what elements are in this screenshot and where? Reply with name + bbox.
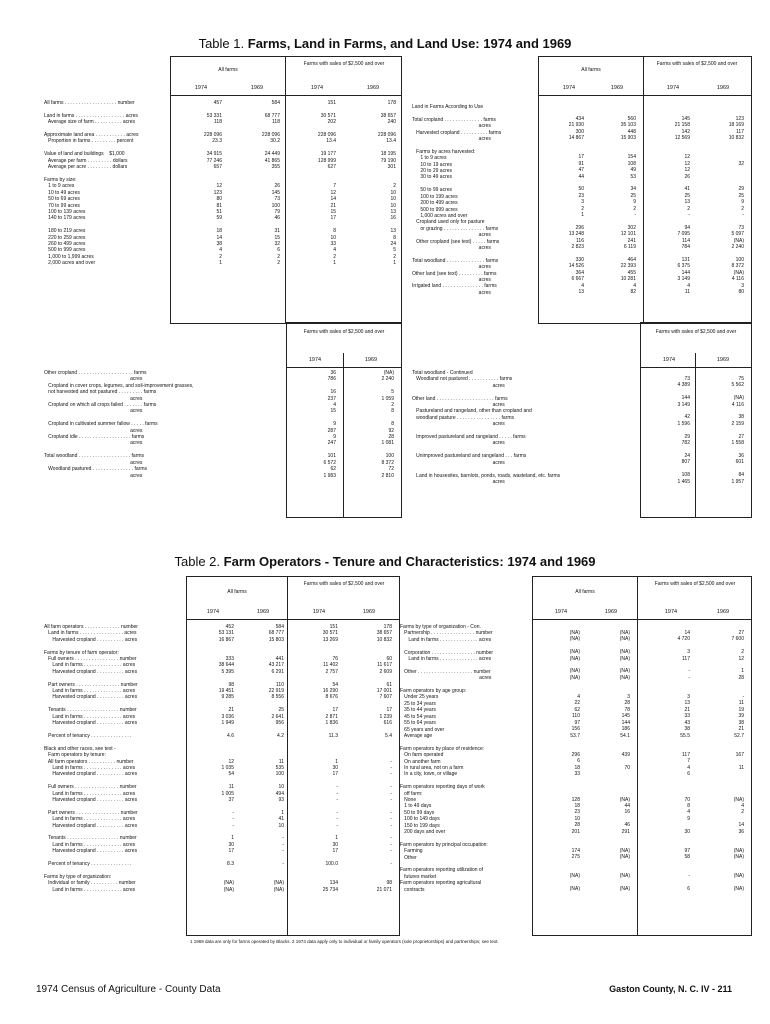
table1-right-col4: 123 18 169 117 10 832 32 29 25 9 2 - 73 5 097 (NA) 2 240 100 8 372 (NA) 4 116 3 80: [728, 116, 744, 295]
table1-left-stub: All farms . . . . . . . . . . . . . . . . . . . number Land in farms . . . . . . . . . . . . . . . . . . acres Average size of farm . . . . . . . . . . acres Approximate land area . . . . . . . . . . . acres Proportion in farms . . . . . . . . . percent Value of land and buildings $1,000 Average per farm . . . . . . . . . dollars Average per acre . . . . . . . . . dollars Farms by size: 1 to 9 acres 10 to 49 acres 50 to 69 acres 70 to 99 acres 100 to 139 acres 140 to 179 acres 180 to 219 acres 220 to 259 acres 260 to 499 acres 500 to 999 acres 1,000 to 1,999 acres 2,000 acres and over: [44, 100, 139, 267]
table1-left-year-b: 1969: [250, 85, 264, 91]
table1-right-col3: 145 21 158 142 12 569 12 12 12 26 41 25 13 2 - 94 7 095 114 784 131 6 375 144 3 149 4 11: [674, 116, 690, 295]
table1-lower-right-col-sales: Farms with sales of $2,500 and over: [655, 329, 737, 335]
table2-right-col-sales: Farms with sales of $2,500 and over: [654, 581, 736, 587]
table1-left-col-sales: Farms with sales of $2,500 and over: [303, 61, 385, 67]
page-footer-left: 1974 Census of Agriculture - County Data: [36, 984, 221, 995]
table1-lower-left-year-b: 1969: [364, 357, 378, 363]
table1-lower-left-year-a: 1974: [308, 357, 322, 363]
table2-left-year-a: 1974: [206, 609, 220, 615]
table2-title: [0, 554, 770, 569]
table2-left-stub: All farm operators . . . . . . . . . . . . . number Land in farms . . . . . . . . . . . . . . . . acres Harvested cropland . . . . . . . . . . acres Farms by tenure of farm operator: Full owners . . . . . . . . . . . . . . . . number Land in farms . . . . . . . . . . . . . . acres Harvested cropland . . . . . . . . . . acres Part owners . . . . . . . . . . . . . . . . number Land in farms . . . . . . . . . . . . . . acres Harvested cropland . . . . . . . . . . acres Tenants . . . . . . . . . . . . . . . . . . . number Land in farms . . . . . . . . . . . . . . acres Harvested cropland . . . . . . . . . . acres Percent of tenancy . . . . . . . . . . . . . . . Black and other races, see text - Farm operators by tenure: All farm operators . . . . . . . . . . number Land in farms . . . . . . . . . . . . . . acres Harvested cropland . . . . . . . . . . acres Full owners . . . . . . . . . . . . . . . . number Land in farms . . . . . . . . . . . . . . acres Harvested cropland . . . . . . . . . . acres Part owners . . . . . . . . . . . . . . . . number Land in farms . . . . . . . . . . . . . . acres Harvested cropland . . . . . . . . . . acres Tenants . . . . . . . . . . . . . . . . . . . number Land in farms . . . . . . . . . . . . . . acres Harvested cropland . . . . . . . . . . acres Percent of tenancy . . . . . . . . . . . . . . . Farms by type of organization: Individual or family . . . . . . . . . . number Land in farms . . . . . . . . . . . . . . acres: [44, 624, 138, 893]
table1-right-col2: 560 35 103 448 15 903 154 108 49 53 34 25 9 2 - 302 12 101 241 6 119 464 22 393 455 10 281 4 82: [620, 116, 636, 295]
table1-left-col2: 584 68 777 118 228 096 30.2 24 449 41 865 355 26 145 73 100 79 46 31 15 32 6 2 2: [261, 100, 280, 267]
table2-right-col3: 14 4 720 3 117 - - 3 13 21 33 43 38 55.5 117 7 4 6 70 8 4 9 30 97 58 - 6: [677, 630, 690, 893]
table1-lower-left-col-sales: Farms with sales of $2,500 and over: [303, 329, 385, 335]
table2-right-stub: Farms by type of organization - Con. Partnership . . . . . . . . . . . . . . . . number Land in farms . . . . . . . . . . . . . . acres Corporation . . . . . . . . . . . . . . . . number Land in farms . . . . . . . . . . . . . . acres Other . . . . . . . . . . . . . . . . . . . . number acres Farm operators by age group: Under 25 years 25 to 34 years 35 to 44 years 45 to 54 years 55 to 64 years 65 years and over Average age Farm operators by place of residence: On farm operated On another farm In rural area, not on a farm In a city, town, or village Farm operators reporting days of work off farm: None 1 to 49 days 50 to 99 days 100 to 149 days 150 to 199 days 200 days and over Farm operators by principal occupation: Farming Other Farm operators reporting utilization of futures market Farm operators reporting agricultural contracts: [400, 624, 494, 893]
table1-right-year-c: 1974: [666, 85, 680, 91]
table1-number: Table 1.: [198, 36, 245, 51]
table1-lower-right-stub: Total woodland - Continued Woodland not pastured . . . . . . . . . . . farms acres Other land . . . . . . . . . . . . . . . . . . . . . farms acres Pastureland and rangeland, other than cropland and woodland pasture . . . . . . . . . . . . . . . . farms acres Improved pastureland and rangeland . . . . . farms acres Unimproved pastureland and rangeland . . . farms acres Land in housesites, barnlots, ponds, roads, wasteland, etc. farms acres: [412, 370, 561, 485]
table1-right-col1: 434 21 930 300 14 867 17 91 47 44 50 23 3 2 1 296 13 248 116 2 823 330 14 526 364 6 667 4 13: [568, 116, 584, 295]
table2-left-year-b: 1969: [256, 609, 270, 615]
table2-right-col2: (NA) (NA) (NA) (NA) (NA) (NA) 3 28 78 145 144 186 54.1 439 70 (NA) 44 16 46 291 (NA) (NA) (NA) (NA): [619, 630, 630, 893]
table1-lower-left-col4: (NA) 2 240 5 1 059 2 8 8 92 28 1 081 100 8 372 72 2 810: [381, 370, 394, 479]
table2-number: Table 2.: [174, 554, 221, 569]
table2-right-year-d: 1969: [716, 609, 730, 615]
table1-right-col-sales: Farms with sales of $2,500 and over: [656, 61, 738, 67]
table1-lower-left-stub: Other cropland . . . . . . . . . . . . . . . . . . . . farms acres Cropland in cover crops, legumes, and soil-improvement grasses, not harvested and not pastured . . . . . . . . . farms acres Cropland on which all crops failed . . . . . . . farms acres Cropland in cultivated summer fallow . . . . . farms acres Cropland idle . . . . . . . . . . . . . . . . . . . farms acres Total woodland . . . . . . . . . . . . . . . . . . . farms acres Woodland pastured . . . . . . . . . . . . . . . farms acres: [44, 370, 194, 479]
table1-left-year-a: 1974: [194, 85, 208, 91]
table2-right-col-all: All farms: [575, 589, 595, 595]
table2-left-year-d: 1969: [362, 609, 376, 615]
table2-right-col1: (NA) (NA) (NA) (NA) (NA) (NA) 4 22 62 110 97 156 53.7 296 6 18 33 128 18 23 10 28 201 174 275 (NA) (NA): [569, 630, 580, 893]
table2-left-col4: 178 38 657 10 832 60 11 617 2 609 61 17 001 7 607 17 1 239 616 5.4 - - - - - - - - - - - - - 98 21 071: [376, 624, 392, 893]
table2-left-col2: 584 68 777 15 803 441 43 217 6 291 110 22 919 8 556 25 2 641 956 4.2 11 535 100 10 494 93 1 41 10 - - - - (NA) (NA): [268, 624, 284, 893]
table1-left-col3: 151 30 571 202 228 096 13.4 19 177 128 999 627 7 12 14 21 15 17 8 10 33 4 2 1: [317, 100, 336, 267]
table2-right-year-b: 1969: [604, 609, 618, 615]
table1-lower-right-col4: 75 5 562 (NA) 4 116 38 2 159 27 1 558 36 601 84 1 957: [731, 376, 744, 485]
table2-right-col4: 27 7 600 2 12 1 28 - 11 19 39 38 21 52.7 167 11 (NA) 4 2 14 36 (NA) (NA) (NA) (NA): [731, 630, 744, 893]
table2-left-col-sales: Farms with sales of $2,500 and over: [303, 581, 385, 587]
table1-left-year-d: 1969: [366, 85, 380, 91]
table1-right-col-all: All farms: [581, 67, 601, 73]
table1-left-col1: 457 53 331 118 228 096 23.3 34 915 77 246 657 12 123 80 81 51 59 18 14 38 4 2 1: [203, 100, 222, 267]
table1-lower-right-col3: 73 4 389 144 3 149 42 1 596 29 782 24 807 108 1 465: [677, 376, 690, 485]
table1-title: [0, 36, 770, 51]
table1-right-year-d: 1969: [716, 85, 730, 91]
table2-right-year-c: 1974: [664, 609, 678, 615]
table1-right-stub: Land in Farms According to Use Total cropland . . . . . . . . . . . . . . farms acres Harvested cropland . . . . . . . . . . farms acres Farms by acres harvested: 1 to 9 acres 10 to 19 acres 20 to 29 acres 30 to 49 acres 50 to 99 acres 100 to 199 acres 200 to 499 acres 500 to 999 acres 1,000 acres and over Cropland used only for pasture or grazing . . . . . . . . . . . . . . . farms acres Other cropland (see text) . . . . . farms acres Total woodland . . . . . . . . . . . . . . farms acres Other land (see text) . . . . . . . . . farms acres Irrigated land . . . . . . . . . . . . . . . farms acres: [412, 104, 502, 296]
table1-right-year-a: 1974: [562, 85, 576, 91]
table1-lower-left-col3: 36 786 16 237 4 15 9 287 9 247 101 6 572 62 1 983: [323, 370, 336, 479]
table2-right-year-a: 1974: [554, 609, 568, 615]
table1-lower-right-year-b: 1969: [716, 357, 730, 363]
table2-left-col-all: All farms: [227, 589, 247, 595]
table2-left-col1: 452 53 131 16 867 333 38 644 5 395 98 19 451 9 285 21 3 036 1 949 4.6 12 1 035 54 11 1 005 37 - - - 1 30 17 8.3 (NA) (NA): [218, 624, 234, 893]
table1-left-col-all: All farms: [218, 67, 238, 73]
table2-heading: Farm Operators - Tenure and Characteristics: 1974 and 1969: [223, 554, 596, 569]
table2-left-year-c: 1974: [312, 609, 326, 615]
table1-left-col4: 178 38 657 240 228 096 13.4 18 195 79 190 301 2 10 10 10 13 16 13 8 24 5 2 1: [377, 100, 396, 267]
page-footer-right: Gaston County, N. C. IV - 211: [609, 984, 732, 994]
table1-heading: Farms, Land in Farms, and Land Use: 1974 and 1969: [247, 36, 572, 51]
table1-right-year-b: 1969: [610, 85, 624, 91]
table1-left-year-c: 1974: [310, 85, 324, 91]
table2-footnote: 1 1969 data are only for farms operated by Blacks. 2 1974 data apply only to individual or family operators (sole proprietorships) and partnerships; see text.: [190, 939, 499, 944]
table2-left-col3: 151 30 571 13 269 76 11 402 2 757 54 16 290 8 676 17 2 871 1 836 11.3 1 30 17 - - - - - - 1 30 17 100.0 134 25 734: [322, 624, 338, 893]
table1-lower-right-year-a: 1974: [662, 357, 676, 363]
